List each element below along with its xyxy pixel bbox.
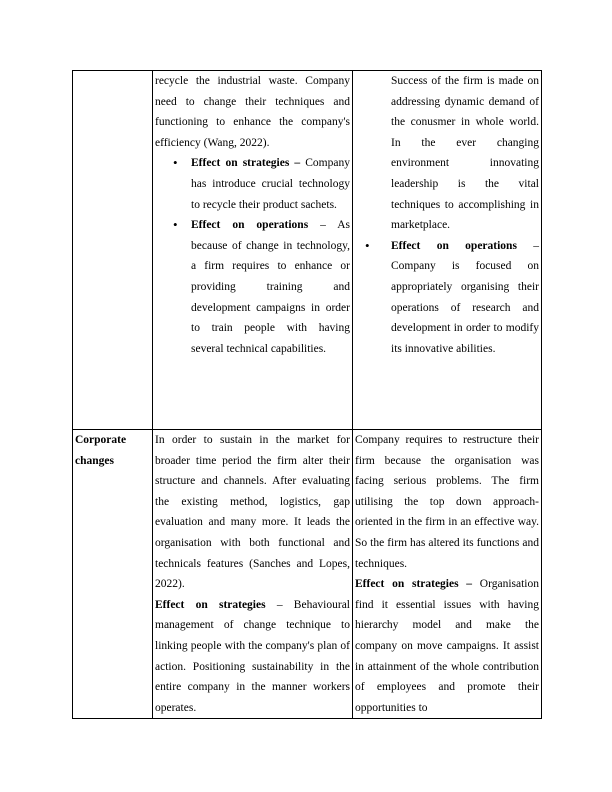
category-heading: Corporate changes [75,434,127,467]
strategy-table [72,70,542,719]
list-item: • Effect on operations – As because of change in technology, a firm requires to enhance or providing training and development campaigns in order to train people with having several technical capabilities. [155,215,350,359]
row1-right-paragraph: Success of the firm is made on addressing dynamic demand of the conusmer in whole world. In the ever changing environment innovating leadership is the vital techniques to accomplishing in marketplace. [391,75,539,232]
row1-middle-bullets [155,153,350,359]
row2-right-effect: Effect on strategies – Organisation find it essential issues with having hierarchy model and make the company on move campaigns. It assist in attainment of the whole contribution of employees and promote their opportunities to [355,578,539,714]
row1-right-bullets [355,236,539,360]
row1-middle-cell [153,71,353,430]
list-item: • Effect on strategies – Company has introduce crucial technology to recycle their product sachets. [155,153,350,215]
row2-middle-cell [153,430,353,719]
row2-right-cell [353,430,542,719]
row2-middle-effect: Effect on strategies – Behavioural management of change technique to linking people with the company's plan of action. Positioning sustainability in the entire company in the manner workers operates. [155,598,350,714]
list-item: • Effect on operations – Company is focused on appropriately organising their operations of research and development in order to modify its innovative abilities. [355,236,539,360]
table-row [73,430,542,719]
row2-middle-paragraph: In order to sustain in the market for broader time period the firm alter their structure and channels. After evaluating the existing method, logistics, gap evaluation and many more. It leads the organisation with both functional and technicals features (Sanches and Lopes, 2022). [155,434,350,591]
row1-category-cell [73,71,153,430]
row2-category-cell [73,430,153,719]
row1-right-cell [353,71,542,430]
row1-middle-paragraph: recycle the industrial waste. Company need to change their techniques and functioning to enhance the company's efficiency (Wang, 2022). [155,75,350,149]
row2-right-paragraph: Company requires to restructure their firm because the organisation was facing serious problems. The firm utilising the top down approach-oriented in the firm in an effective way. So the firm has altered its functions and techniques. [355,434,539,570]
table-row [73,71,542,430]
